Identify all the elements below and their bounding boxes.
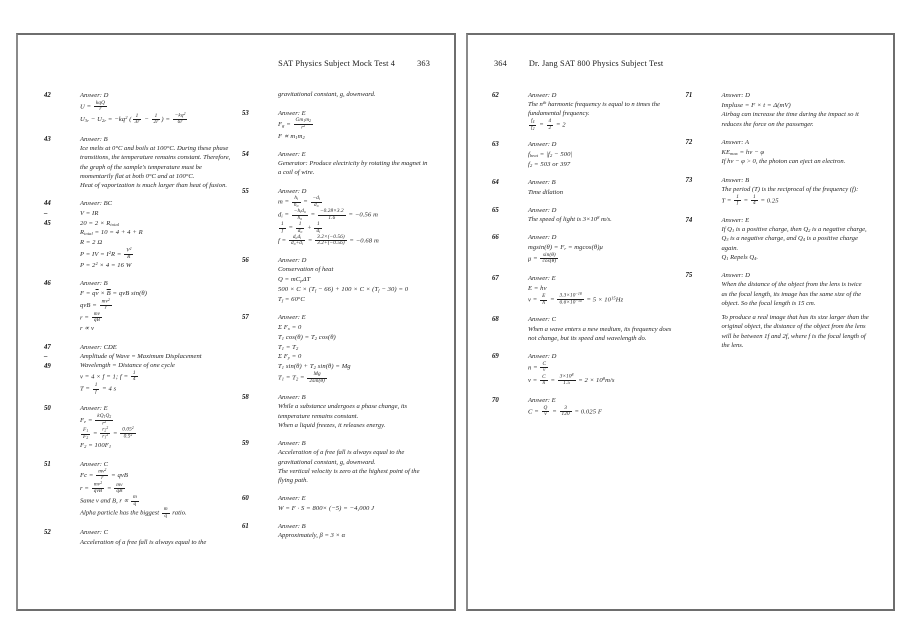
explanation-line: Conservation of heat — [278, 266, 334, 274]
page-right — [466, 33, 895, 611]
equation-line: T = $\frac{1}{f}$ = $\frac{1}{4}$ = 0.25 — [721, 193, 779, 207]
answer-item — [492, 315, 676, 343]
explanation-line: Ice melts at 0°C and boils at 100°C. During these phase transitions, the temperature remains constant. Therefore, the graph of the sample's temperature must be momentarily flat at both 0°C and at 100°C. — [80, 145, 231, 180]
equation-line: $\frac{f_4}{f_2}$ = $\frac{4}{2}$ = 2 — [531, 118, 566, 131]
item-body — [80, 343, 232, 396]
item-number: 52 — [44, 529, 51, 537]
answer-item — [44, 404, 232, 450]
answer-item — [242, 494, 430, 513]
explanation-line: Airbag can increase the time during the impact so it reduces the force on the passenger. — [721, 111, 859, 128]
item-body — [278, 109, 430, 141]
equation-line: Impluse = F × t = Δ(mV) — [721, 101, 791, 109]
answer-item — [242, 439, 430, 485]
item-body — [722, 271, 870, 350]
running-head-title: SAT Physics Subject Mock Test 4 — [278, 59, 396, 68]
explanation-line: The $n^{th}$ harmonic frequency is equal to n times the fundamental frequency. — [528, 100, 660, 118]
equation-line: r = $\frac{mv^2}{\text{qvB}}$ = $\frac{mv}{qB}$ — [80, 481, 123, 495]
item-body — [528, 233, 676, 265]
item-body — [722, 176, 870, 207]
item-number: 44 – 45 — [44, 200, 51, 227]
explanation-line: Approximately, β = 3 × α — [278, 532, 346, 540]
answer-item — [686, 138, 870, 167]
equation-line: $T_1$ $\sin(\theta) + T_2$ sin(θ) = Mg — [278, 363, 351, 371]
item-body — [528, 91, 676, 131]
explanation-line: Acceleration of a free fall is always equal to the gravitational constant, g, downward. — [278, 449, 405, 466]
item-number: 70 — [492, 396, 499, 404]
item-body — [80, 528, 232, 546]
page-left — [16, 33, 456, 611]
answer-label: Answer: D — [80, 92, 109, 99]
equation-line: Fc = $\frac{mv^2}{r}$ = qvB — [80, 468, 129, 482]
answer-item — [686, 91, 870, 129]
item-body — [278, 150, 430, 178]
answer-label: Answer: D — [528, 234, 557, 242]
equation-line: $Q = mC_p\Delta T$ — [278, 275, 311, 284]
item-number: 65 — [492, 206, 499, 214]
item-body — [80, 460, 232, 520]
running-head-right — [494, 59, 663, 68]
item-body — [528, 178, 676, 196]
equation-line: R = 2 Ω — [80, 239, 103, 247]
answer-item — [44, 343, 232, 396]
answer-item — [492, 352, 676, 387]
item-number: 72 — [685, 138, 693, 146]
equation-line: V = IR — [80, 209, 99, 217]
equation-line: n = $\frac{C}{v}$ — [528, 360, 547, 374]
equation-line: $F_2 = 100F_1$ — [80, 442, 112, 450]
running-head-left — [278, 59, 430, 68]
equation-line: $F_g$ = $\frac{Gm_1m_2}{r^2}$ — [278, 117, 312, 131]
item-body — [528, 315, 676, 343]
answer-label: Answer: C — [528, 316, 557, 324]
answer-item — [44, 460, 232, 520]
equation-line: $20 = 2 \times R_{total}$ — [80, 219, 120, 227]
answer-label: Answer: E — [721, 216, 750, 224]
page-number: 363 — [417, 59, 430, 68]
equation-line: v = $\frac{E}{h}$ = $\frac{3.3\times 10^{-18}}{6.6\times 10^{-34}}$ = $5 \times 10^{15}Hz$ — [528, 292, 624, 306]
equation-line: f = $\frac{d_od_i}{d_o+d_i}$ = $\frac{3.2\times(-0.56)}{3.2+(-0.56)}$ = −0.68 m — [278, 233, 379, 247]
item-number: 47 – 49 — [44, 343, 51, 371]
explanation-line: Acceleration of a free fall is always equal to the — [80, 538, 207, 546]
explanation-line: While a substance undergoes a phase change, its temperature remains constant. — [278, 403, 408, 420]
equation-line: μ = $\frac{\sin(\theta)}{\cos(\theta)}$ — [528, 251, 557, 265]
equation-line: $KE_{max}$ = hv − φ — [721, 148, 765, 156]
equation-line: qvB = $\frac{mv^2}{r}$ — [80, 297, 110, 311]
equation-line: $R_{total} = 10 = 4 + 4 + R$ — [80, 229, 143, 237]
item-body — [528, 206, 676, 224]
item-body — [278, 494, 430, 513]
answer-label: Answer: E — [80, 405, 108, 413]
explanation-line: Amplitude of Wave = Maximum Displacement — [80, 352, 202, 360]
answer-label: Answer: D — [721, 92, 750, 99]
answer-label: Answer: E — [278, 495, 306, 503]
item-number: 46 — [44, 280, 51, 288]
item-number: 71 — [685, 92, 693, 99]
explanation-line: Generator: Produce electricity by rotating the magnet in a coil of wire. — [278, 160, 428, 177]
item-number: 43 — [44, 135, 51, 143]
answer-label: Answer: C — [80, 460, 109, 468]
answer-label: Answer: E — [528, 396, 556, 404]
item-number: 50 — [44, 405, 51, 413]
equation-line: $\frac{F_1}{F_2}$ = $\frac{r_2^2}{r_1^2}$ = $\frac{0.05^2}{0.5^2}$ — [83, 426, 134, 440]
answer-label: Answer: B — [721, 176, 750, 184]
equation-line: Σ $F_y = 0$ — [278, 353, 302, 361]
explanation-line: When a liquid freezes, it releases energy. — [278, 421, 386, 429]
answer-label: Answer: E — [528, 274, 556, 282]
answer-label: Answer: B — [278, 394, 306, 402]
answer-label: Answer: D — [528, 206, 557, 214]
answer-label: Answer: D — [278, 256, 307, 264]
answer-label: Answer: B — [278, 523, 306, 531]
explanation-line: When a wave enters a new medium, its frequency does not change, but its speed and wavelength do. — [528, 325, 672, 342]
answer-label: Answer: D — [528, 92, 557, 99]
item-number: 74 — [685, 216, 693, 224]
answer-item — [686, 216, 870, 263]
explanation-line: If hv − φ > 0, the photon can eject an electron. — [721, 158, 846, 166]
equation-line: $\frac{1}{f}$ = $\frac{1}{d_o}$ + $\frac{1}{d_i}$ — [281, 220, 321, 234]
answer-label: Answer: CDE — [80, 343, 117, 351]
page-left-column-1 — [44, 91, 242, 556]
equation-line: $T_1$ $\cos(\theta) = T_2$ cos(θ) — [278, 333, 336, 341]
item-number: 42 — [44, 92, 51, 99]
equation-line: m = $\frac{h_i}{h_o}$ = $\frac{-d_i}{d_o}$ — [278, 195, 321, 209]
answer-item — [242, 313, 430, 384]
page-left-column-2 — [242, 91, 440, 556]
item-number: 69 — [492, 353, 499, 361]
answer-label: Answer: E — [278, 314, 306, 322]
answer-label: Answer: B — [80, 135, 108, 143]
equation-line: $500 \times C \times (T_f - 66) + 100 \times C \times (T_f - 30) = 0$ — [278, 285, 409, 293]
item-number: 66 — [492, 234, 499, 242]
answer-item — [492, 274, 676, 307]
answer-label: Answer: D — [721, 272, 750, 280]
answer-item — [492, 206, 676, 224]
item-body — [80, 91, 232, 126]
equation-line: $f_2 = 503$ or 397 — [528, 161, 571, 169]
explanation-line: Heat of vaporization is much larger than heat of fusion. — [80, 181, 228, 189]
item-body — [278, 522, 430, 540]
explanation-line: The vertical velocity is zero at the highest point of the flying path. — [278, 467, 420, 484]
equation-line: $U_{3r} - U_{2r} = -kq^2$ ( $\frac{1}{3r}$ − $\frac{1}{2r}$ ) = $\frac{-kq^2}{6r}$ — [80, 112, 186, 126]
equation-line: $F = q\overline{v} \times \overline{B}$ = qvB sin(θ) — [80, 290, 148, 298]
item-body — [278, 439, 430, 485]
item-number: 62 — [492, 92, 499, 99]
item-number: 75 — [685, 272, 693, 280]
item-body — [278, 313, 430, 384]
answer-label: Answer: D — [528, 353, 557, 361]
equation-line: $F_e$ = $\frac{kQ_1Q_2}{r^2}$ — [80, 413, 112, 427]
explanation-line: When the distance of the object from the lens is twice as the focal length, its image has the same size of the object. So the focal length is 15 cm. — [721, 281, 862, 307]
equation-line: T = $\frac{1}{f}$ = 4 s — [80, 382, 117, 395]
answer-item — [44, 528, 232, 546]
answer-label: Answer: B — [278, 440, 306, 448]
item-number: 53 — [242, 109, 249, 117]
explanation-line: The period (T) is the reciprocal of the frequency (f): — [721, 185, 859, 193]
item-body — [278, 256, 430, 304]
equation-line: Σ $F_x = 0$ — [278, 323, 302, 331]
item-body — [80, 279, 232, 333]
item-body — [278, 187, 430, 247]
item-number: 63 — [492, 141, 499, 149]
item-body — [278, 393, 430, 430]
item-number: 55 — [242, 187, 249, 195]
answer-label: Answer: C — [80, 529, 109, 537]
item-number: 51 — [44, 460, 51, 468]
running-head-title: Dr. Jang SAT 800 Physics Subject Test — [528, 59, 664, 68]
answer-item — [44, 91, 232, 126]
explanation-line: Time dilation — [528, 188, 563, 196]
page-right-column-1 — [492, 91, 686, 427]
page-right-columns — [468, 91, 893, 427]
answer-label: Answer: D — [528, 141, 557, 149]
item-number: 56 — [242, 256, 249, 264]
explanation-line: Alpha particle has the biggest $\frac{m}{q}$ ratio. — [80, 506, 187, 519]
answer-item — [242, 393, 430, 430]
equation-line: r = $\frac{mv}{qB}$ — [80, 310, 101, 324]
page-number: 364 — [494, 59, 507, 68]
item-body — [722, 138, 870, 167]
equation-line: v = 4 × f = 1; f = $\frac{1}{4}$ — [80, 369, 136, 383]
answer-item — [686, 176, 870, 207]
explanation-line: To produce a real image that has its size larger than the original object, the distance of the object from the lens will be between 1f and 2f, where f is the focal length of the lens. — [721, 314, 869, 349]
item-number: 61 — [242, 523, 249, 531]
explanation-line: If $Q_1$ is a positive charge, then $Q_2$ is a negative charge, $Q_3$ is a negative charge, and $Q_4$ is a positive charge again. — [721, 225, 867, 252]
item-body — [80, 135, 232, 190]
answer-item — [242, 187, 430, 247]
equation-line: $F \propto m_1m_2$ — [278, 132, 305, 140]
item-number: 64 — [492, 179, 499, 187]
explanation-line: Same v and B, r ∝ $\frac{m}{q}$ — [80, 494, 137, 507]
answer-item — [44, 135, 232, 190]
explanation-line: $Q_1$ Repels $Q_4$. — [721, 253, 759, 261]
equation-line: r ∝ v — [80, 325, 94, 333]
equation-line: $P = 2^2 \times 4 = 16$ W — [80, 261, 132, 270]
item-body — [528, 140, 676, 169]
equation-line: $T_1 = T_2$ — [278, 343, 299, 351]
equation-line: W = F · S = 800× (−5) = −4,000 J — [278, 504, 375, 512]
answer-label: Answer: D — [278, 187, 307, 195]
equation-line: P = IV = $I^2R$ = $\frac{V^2}{R}$ — [80, 247, 132, 261]
answer-item — [242, 522, 430, 540]
explanation-line: The speed of light is $3\times 10^8$ m/s. — [528, 215, 612, 224]
item-number: 57 — [242, 314, 249, 322]
answer-label: Answer: BC — [80, 200, 113, 208]
answer-item — [492, 233, 676, 265]
continuation-text: gravitational constant, g, downward. — [278, 91, 376, 98]
item-body — [528, 352, 676, 387]
answer-item — [686, 271, 870, 350]
equation-line: C = $\frac{Q}{v}$ = $\frac{3}{120}$ = 0.025 F — [528, 404, 602, 418]
item-number: 73 — [685, 176, 693, 184]
answer-label: Answer: B — [80, 280, 108, 288]
equation-line: $T_1 = T_2$ = $\frac{Mg}{2\sin(\theta)}$ — [278, 371, 325, 384]
equation-line: $d_i$ = $\frac{-h_id_o}{h_o}$ = $\frac{-0.28\times 3.2}{1.6}$ = −0.56 m — [278, 208, 378, 221]
answer-item — [492, 91, 676, 131]
answer-item — [242, 256, 430, 304]
answer-label: Answer: B — [528, 179, 556, 187]
item-number: 59 — [242, 440, 249, 448]
answer-label: Answer: E — [278, 150, 306, 158]
equation-line: $mgsin(\theta) = F_r = mgcos(\theta)\mu$ — [528, 244, 603, 252]
answer-label: Answer: E — [278, 109, 306, 117]
answer-item — [492, 178, 676, 196]
equation-line: U = $\frac{\text{kqQ}}{r}$ — [80, 99, 105, 113]
explanation-line: Wavelength = Distance of one cycle — [80, 362, 175, 370]
equation-line: $f_{beat} = |f_2 - 500|$ — [528, 151, 573, 159]
item-number: 68 — [492, 316, 499, 324]
item-body — [528, 396, 676, 418]
answer-item — [492, 140, 676, 169]
item-number: 67 — [492, 274, 499, 282]
page-right-column-2 — [686, 91, 880, 427]
item-body — [80, 199, 232, 270]
answer-item — [492, 396, 676, 418]
item-number: 54 — [242, 150, 249, 158]
equation-line: E = hv — [528, 284, 547, 292]
equation-line: v = $\frac{C}{n}$ = $\frac{3\times 10^8}{1.5}$ = $2 \times 10^8m/s$ — [528, 373, 615, 387]
answer-label: Answer: A — [721, 138, 750, 146]
item-body — [722, 216, 870, 263]
answer-item — [44, 279, 232, 333]
answer-item — [44, 199, 232, 270]
item-body — [722, 91, 870, 129]
equation-line: $T_f = 60^oC$ — [278, 294, 305, 303]
item-number: 60 — [242, 495, 249, 503]
page-left-columns — [18, 91, 454, 556]
answer-item — [242, 109, 430, 141]
item-body — [528, 274, 676, 307]
answer-item — [242, 150, 430, 178]
item-body — [80, 404, 232, 450]
item-number: 58 — [242, 394, 249, 402]
